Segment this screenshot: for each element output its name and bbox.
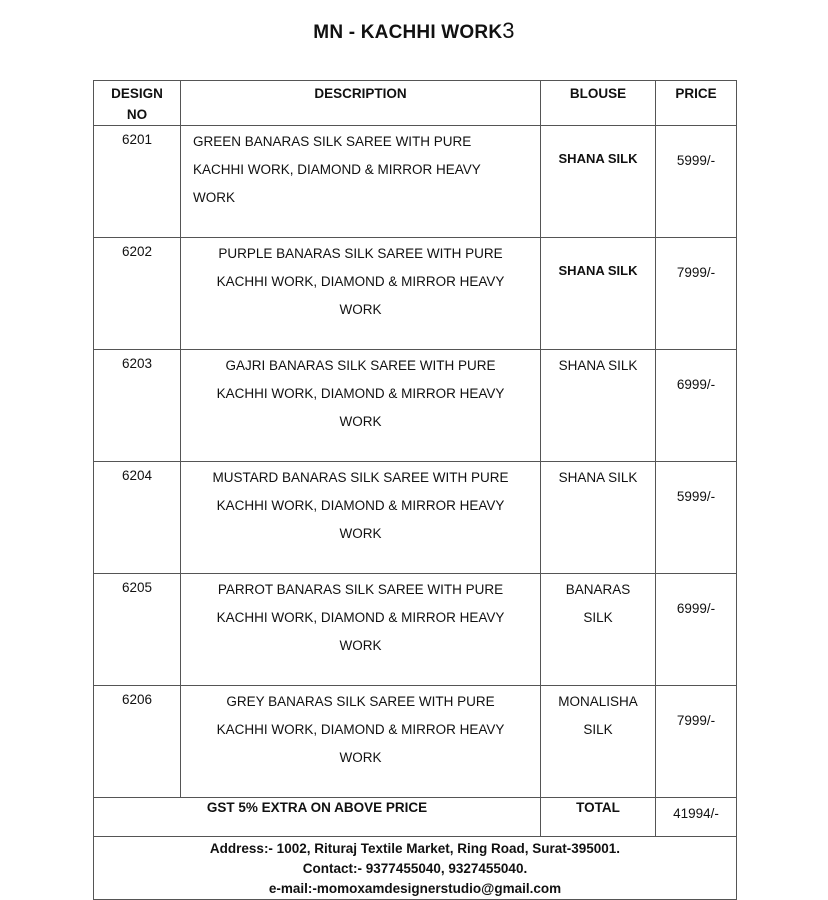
price-cell: 5999/-	[656, 126, 737, 238]
design-no-cell: 6206	[94, 686, 181, 798]
price-cell: 6999/-	[656, 574, 737, 686]
title-number: 3	[502, 18, 515, 43]
header-description: DESCRIPTION	[181, 81, 541, 126]
totals-row	[94, 798, 737, 837]
blouse-cell: SHANA SILK	[541, 238, 656, 350]
blouse-cell: BANARAS SILK	[541, 574, 656, 686]
price-cell: 7999/-	[656, 238, 737, 350]
description-cell: PURPLE BANARAS SILK SAREE WITH PURE KACHHI WORK, DIAMOND & MIRROR HEAVY WORK	[181, 238, 541, 350]
price-list-table	[93, 80, 737, 900]
table-row	[94, 462, 737, 574]
description-cell: PARROT BANARAS SILK SAREE WITH PURE KACHHI WORK, DIAMOND & MIRROR HEAVY WORK	[181, 574, 541, 686]
price-cell: 6999/-	[656, 350, 737, 462]
description-cell: GAJRI BANARAS SILK SAREE WITH PURE KACHHI WORK, DIAMOND & MIRROR HEAVY WORK	[181, 350, 541, 462]
total-value: 41994/-	[656, 798, 737, 837]
design-no-cell: 6202	[94, 238, 181, 350]
title-main: MN - KACHHI WORK	[313, 22, 503, 43]
design-no-cell: 6204	[94, 462, 181, 574]
gst-note: GST 5% EXTRA ON ABOVE PRICE	[94, 798, 541, 837]
blouse-cell: SHANA SILK	[541, 126, 656, 238]
design-no-cell: 6205	[94, 574, 181, 686]
header-price: PRICE	[656, 81, 737, 126]
address-line: Address:- 1002, Rituraj Textile Market, Ring Road, Surat-395001.	[209, 841, 621, 856]
contact-line: Contact:- 9377455040, 9327455040.	[302, 861, 528, 876]
address-row	[94, 837, 737, 900]
design-no-cell: 6201	[94, 126, 181, 238]
price-cell: 7999/-	[656, 686, 737, 798]
contact-block	[94, 837, 737, 900]
description-cell: MUSTARD BANARAS SILK SAREE WITH PURE KACHHI WORK, DIAMOND & MIRROR HEAVY WORK	[181, 462, 541, 574]
table-row	[94, 238, 737, 350]
description-cell: GREEN BANARAS SILK SAREE WITH PURE KACHHI WORK, DIAMOND & MIRROR HEAVY WORK	[181, 126, 541, 238]
total-label: TOTAL	[541, 798, 656, 837]
design-no-cell: 6203	[94, 350, 181, 462]
blouse-cell: SHANA SILK	[541, 350, 656, 462]
header-blouse: BLOUSE	[541, 81, 656, 126]
blouse-cell: MONALISHA SILK	[541, 686, 656, 798]
table-row	[94, 126, 737, 238]
table-row	[94, 686, 737, 798]
price-cell: 5999/-	[656, 462, 737, 574]
table-header-row	[94, 81, 737, 126]
table-row	[94, 350, 737, 462]
blouse-cell: SHANA SILK	[541, 462, 656, 574]
email-line: e-mail:-momoxamdesignerstudio@gmail.com	[268, 881, 562, 896]
header-design-no: DESIGN NO	[94, 81, 181, 126]
description-cell: GREY BANARAS SILK SAREE WITH PURE KACHHI WORK, DIAMOND & MIRROR HEAVY WORK	[181, 686, 541, 798]
page-title	[0, 18, 828, 44]
table-row	[94, 574, 737, 686]
